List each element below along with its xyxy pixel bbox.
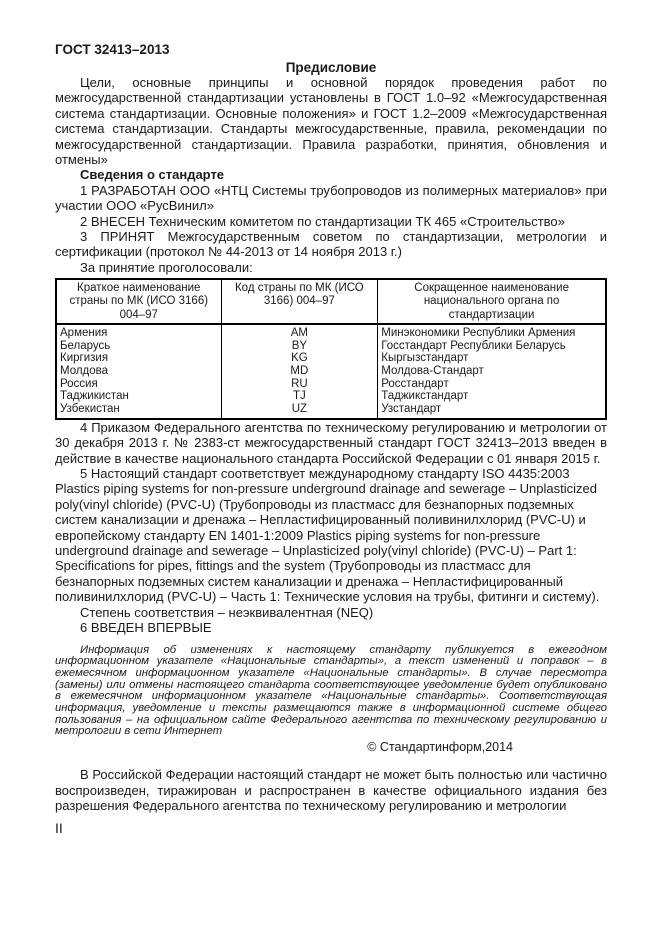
- standard-info-item-2: 2 ВНЕСЕН Техническим комитетом по стандартизации ТК 465 «Строительство»: [80, 213, 565, 229]
- cell-org: Минэкономики Республики Армения: [378, 324, 606, 340]
- table-row: [56, 340, 606, 353]
- cell-code: KG: [221, 352, 378, 365]
- cell-org: Узстандарт: [378, 403, 606, 419]
- table-row: [56, 352, 606, 365]
- clause-5: 5 Настоящий стандарт соответствует международному стандарту ISO 4435:2003 Plastics piping systems for non-pressure underground drainage and sewerage – Unplasticized poly(vinyl chloride) (PVC-U) (Трубопроводы из пластмасс для безнапорных подземных систем канализации и дренажа – Непластифицированный поливинилхлорид (PVC-U) и европейскому стандарту EN 1401-1:2009 Plastics piping systems for non-pressure underground drainage and sewerage – Unplasticized poly(vinyl chloride) (PVC-U) – Part 1: Specifications for pipes, fittings and the system (Трубопроводы из пластмасс для безнапорных подземных систем канализации и дренажа – Непластифицированный поливинилхлорид (PVC-U) – Часть 1: Технические условия на трубы, фитинги и систему).: [55, 466, 600, 605]
- doc-code: ГОСТ 32413–2013: [55, 42, 170, 57]
- vote-intro-line: За принятие проголосовали:: [80, 259, 253, 275]
- section-heading-standard-info: Сведения о стандарте: [80, 167, 225, 183]
- cell-code: RU: [221, 378, 378, 391]
- table-row: [56, 403, 606, 419]
- table-header-country: Краткое наименование страны по МК (ИСО 3166) 004–97: [56, 279, 221, 324]
- table-header-row: [56, 279, 606, 324]
- cell-country: Киргизия: [56, 352, 221, 365]
- cell-org: Кыргызстандарт: [378, 352, 606, 365]
- cell-country: Беларусь: [56, 340, 221, 353]
- cell-code: MD: [221, 365, 378, 378]
- cell-code: UZ: [221, 403, 378, 419]
- copyright-line: © Стандартинформ,2014: [367, 740, 513, 755]
- conformity-degree-line: Степень соответствия – неэквивалентная (NEQ): [80, 604, 374, 620]
- table-row: [56, 378, 606, 391]
- table-row: [56, 365, 606, 378]
- table-header-code: Код страны по МК (ИСО 3166) 004–97: [221, 279, 378, 324]
- cell-code: AM: [221, 324, 378, 340]
- table-row: [56, 390, 606, 403]
- cell-country: Молдова: [56, 365, 221, 378]
- cell-org: Госстандарт Республики Беларусь: [378, 340, 606, 353]
- page-number: II: [55, 820, 63, 837]
- voting-countries-table: [55, 278, 607, 420]
- cell-code: BY: [221, 340, 378, 353]
- page-title: Предисловие: [285, 60, 377, 75]
- amendments-notice: Информация об изменениях к настоящему стандарту публикуется в ежегодном информационном указателе «Национальные стандарты», а текст изменений и поправок – в ежемесячном информационном указателе «Национальные стандарты». В случае пересмотра (замены) или отмены настоящего стандарта соответствующее уведомление будет опубликовано в ежемесячном информационном указателе «Национальные стандарты». Соответствующая информация, уведомление и тексты размещаются также в информационной системе общего пользования – на официальном сайте Федерального агентства по техническому регулированию и метрологии в сети Интернет: [55, 643, 607, 738]
- cell-country: Таджикистан: [56, 390, 221, 403]
- cell-org: Молдова-Стандарт: [378, 365, 606, 378]
- intro-paragraph: Цели, основные принципы и основной порядок проведения работ по межгосударственной стандартизации установлены в ГОСТ 1.0–92 «Межгосударственная система стандартизации. Основные положения» и ГОСТ 1.2–2009 «Межгосударственная система стандартизации. Стандарты межгосударственные, правила, рекомендации по межгосударственной стандартизации. Правила разработки, принятия, обновления и отмены»: [55, 75, 607, 168]
- cell-country: Армения: [56, 324, 221, 340]
- reproduction-restriction-note: В Российской Федерации настоящий стандарт не может быть полностью или частично воспроизведен, тиражирован и распространен в качестве официального издания без разрешения Федерального агентства по техническому регулированию и метрологии: [55, 767, 607, 813]
- cell-country: Россия: [56, 378, 221, 391]
- table-row: [56, 324, 606, 340]
- standard-info-item-3: 3 ПРИНЯТ Межгосударственным советом по стандартизации, метрологии и сертификации (протокол № 44-2013 от 14 ноября 2013 г.): [55, 229, 607, 260]
- clause-6: 6 ВВЕДЕН ВПЕРВЫЕ: [80, 620, 212, 636]
- cell-org: Росстандарт: [378, 378, 606, 391]
- cell-code: TJ: [221, 390, 378, 403]
- cell-country: Узбекистан: [56, 403, 221, 419]
- table-header-org: Сокращенное наименование национального органа по стандартизации: [378, 279, 606, 324]
- standard-info-item-1: 1 РАЗРАБОТАН ООО «НТЦ Системы трубопроводов из полимерных материалов» при участии ООО «РусВинил»: [55, 182, 607, 214]
- cell-org: Таджикстандарт: [378, 390, 606, 403]
- clause-4: 4 Приказом Федерального агентства по техническому регулированию и метрологии от 30 декабря 2013 г. № 2383-ст межгосударственный стандарт ГОСТ 32413–2013 введен в действие в качестве национального стандарта Российской Федерации с 01 января 2015 г.: [55, 419, 607, 466]
